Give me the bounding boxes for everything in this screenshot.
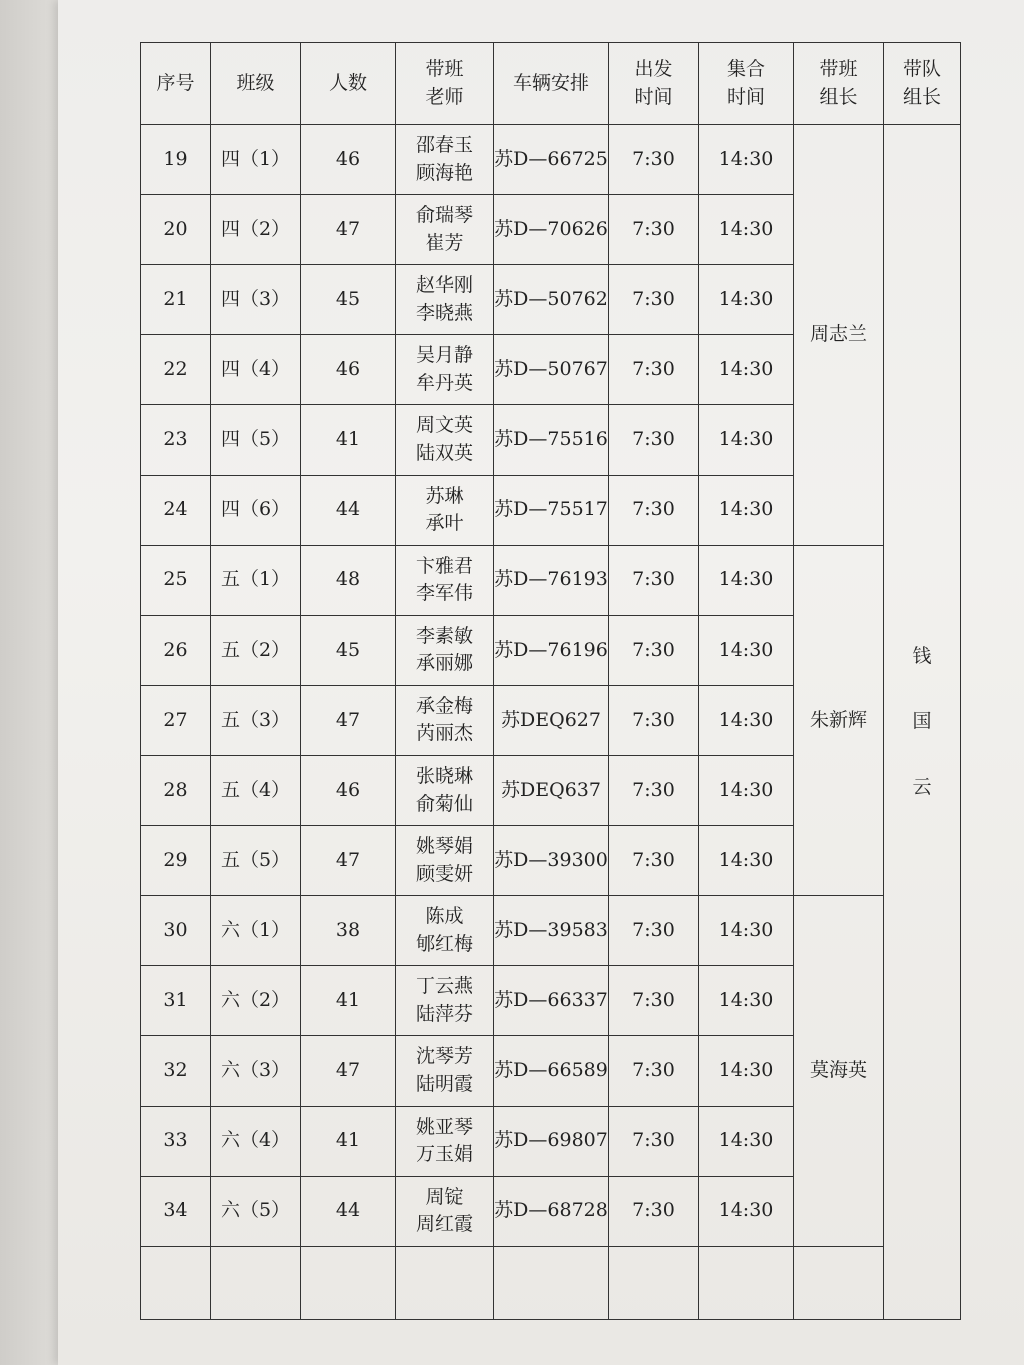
teacher-cell [396, 475, 494, 545]
header-depart: 出发 时间 [609, 43, 699, 125]
team-captain-char: 钱 [912, 644, 932, 667]
vehicle-cell: 苏D—76196 [494, 615, 609, 685]
vehicle-cell: 苏D—70626 [494, 195, 609, 265]
seq-cell: 28 [141, 755, 211, 825]
depart-time-cell: 7:30 [609, 545, 699, 615]
count-cell: 45 [301, 615, 396, 685]
gather-time-cell: 14:30 [699, 545, 794, 615]
depart-time-cell: 7:30 [609, 475, 699, 545]
class-cell: 六（3） [211, 1036, 301, 1106]
depart-time-cell: 7:30 [609, 755, 699, 825]
table-body [141, 125, 961, 1320]
depart-time-cell: 7:30 [609, 826, 699, 896]
count-cell: 47 [301, 826, 396, 896]
teacher-cell [396, 966, 494, 1036]
teacher-name: 顾海艳 [415, 161, 473, 184]
gather-time-cell: 14:30 [699, 195, 794, 265]
teacher-name: 陆明霞 [415, 1072, 473, 1095]
gather-time-cell: 14:30 [699, 966, 794, 1036]
seq-cell: 20 [141, 195, 211, 265]
gather-time-cell: 14:30 [699, 265, 794, 335]
teacher-cell [396, 755, 494, 825]
depart-time-cell: 7:30 [609, 1176, 699, 1246]
teacher-cell [396, 1106, 494, 1176]
teacher-name: 邵春玉 [415, 134, 473, 156]
gather-time-cell: 14:30 [699, 685, 794, 755]
depart-time-cell: 7:30 [609, 685, 699, 755]
vehicle-cell: 苏D—75517 [494, 475, 609, 545]
teacher-name: 李晓燕 [415, 301, 473, 324]
seq-cell: 32 [141, 1036, 211, 1106]
teacher-name: 李军伟 [415, 582, 473, 605]
class-cell: 五（3） [211, 685, 301, 755]
teacher-name: 卞雅君 [415, 554, 473, 577]
count-cell: 45 [301, 265, 396, 335]
count-cell: 48 [301, 545, 396, 615]
group-leader-cell: 朱新辉 [794, 545, 884, 896]
teacher-cell [396, 1176, 494, 1246]
teacher-name: 俞瑞琴 [415, 204, 473, 227]
class-cell: 五（4） [211, 755, 301, 825]
depart-time-cell: 7:30 [609, 966, 699, 1036]
seq-cell: 34 [141, 1176, 211, 1246]
seq-cell: 33 [141, 1106, 211, 1176]
teacher-name: 沈琴芳 [415, 1045, 473, 1068]
vehicle-cell: 苏D—68728 [494, 1176, 609, 1246]
depart-time-cell: 7:30 [609, 265, 699, 335]
class-cell: 四（6） [211, 475, 301, 545]
gather-time-cell: 14:30 [699, 826, 794, 896]
vehicle-cell: 苏D—75516 [494, 405, 609, 475]
table-row [141, 125, 961, 195]
teacher-name: 承丽娜 [415, 652, 473, 675]
class-cell: 六（2） [211, 966, 301, 1036]
vehicle-cell: 苏D—50767 [494, 335, 609, 405]
gather-time-cell: 14:30 [699, 896, 794, 966]
gather-time-cell: 14:30 [699, 1036, 794, 1106]
teacher-cell [396, 896, 494, 966]
depart-time-cell: 7:30 [609, 1036, 699, 1106]
vehicle-cell: 苏D—39583 [494, 896, 609, 966]
count-cell: 46 [301, 335, 396, 405]
depart-time-cell: 7:30 [609, 125, 699, 195]
teacher-name: 姚琴娟 [415, 835, 473, 858]
class-cell: 五（2） [211, 615, 301, 685]
teacher-name: 周文英 [415, 414, 473, 437]
teacher-name: 崔芳 [425, 231, 464, 254]
seq-cell: 27 [141, 685, 211, 755]
class-assignment-table [140, 42, 961, 1320]
empty-row [141, 1246, 961, 1319]
teacher-cell [396, 405, 494, 475]
header-seq: 序号 [141, 43, 211, 125]
empty-cell [301, 1246, 396, 1319]
gather-time-cell: 14:30 [699, 335, 794, 405]
table-row [141, 896, 961, 966]
class-cell: 四（5） [211, 405, 301, 475]
gather-time-cell: 14:30 [699, 1176, 794, 1246]
class-cell: 六（5） [211, 1176, 301, 1246]
teacher-cell [396, 335, 494, 405]
teacher-name: 芮丽杰 [415, 722, 473, 745]
depart-time-cell: 7:30 [609, 896, 699, 966]
teacher-cell [396, 826, 494, 896]
empty-cell [141, 1246, 211, 1319]
teacher-name: 周锭 [425, 1185, 464, 1208]
count-cell: 41 [301, 405, 396, 475]
empty-cell [699, 1246, 794, 1319]
class-cell: 四（1） [211, 125, 301, 195]
teacher-name: 俞菊仙 [415, 792, 473, 815]
teacher-name: 李素敏 [415, 624, 473, 647]
team-captain-cell [884, 125, 961, 1320]
teacher-name: 吴月静 [415, 344, 473, 367]
teacher-cell [396, 265, 494, 335]
teacher-name: 承叶 [425, 512, 464, 535]
class-cell: 五（5） [211, 826, 301, 896]
seq-cell: 22 [141, 335, 211, 405]
teacher-name: 万玉娟 [415, 1143, 473, 1166]
depart-time-cell: 7:30 [609, 335, 699, 405]
seq-cell: 25 [141, 545, 211, 615]
seq-cell: 30 [141, 896, 211, 966]
seq-cell: 31 [141, 966, 211, 1036]
empty-cell [794, 1246, 884, 1319]
gather-time-cell: 14:30 [699, 1106, 794, 1176]
header-team-captain: 带队 组长 [884, 43, 961, 125]
teacher-name: 姚亚琴 [415, 1115, 473, 1138]
class-cell: 四（4） [211, 335, 301, 405]
vehicle-cell: 苏D—66337 [494, 966, 609, 1036]
count-cell: 38 [301, 896, 396, 966]
seq-cell: 23 [141, 405, 211, 475]
count-cell: 47 [301, 685, 396, 755]
count-cell: 47 [301, 195, 396, 265]
seq-cell: 26 [141, 615, 211, 685]
teacher-cell [396, 615, 494, 685]
teacher-name: 陈成 [425, 905, 464, 928]
teacher-name: 陆萍芬 [415, 1002, 473, 1025]
header-vehicle: 车辆安排 [494, 43, 609, 125]
vehicle-cell: 苏D—50762 [494, 265, 609, 335]
seq-cell: 19 [141, 125, 211, 195]
teacher-cell [396, 125, 494, 195]
table-row [141, 545, 961, 615]
teacher-name: 张晓琳 [415, 764, 473, 787]
gather-time-cell: 14:30 [699, 615, 794, 685]
header-count: 人数 [301, 43, 396, 125]
teacher-name: 陆双英 [415, 441, 473, 464]
teacher-name: 周红霞 [415, 1213, 473, 1236]
count-cell: 46 [301, 125, 396, 195]
vehicle-cell: 苏D—66725 [494, 125, 609, 195]
team-captain-char: 云 [912, 775, 932, 798]
class-cell: 五（1） [211, 545, 301, 615]
empty-cell [211, 1246, 301, 1319]
vehicle-cell: 苏D—66589 [494, 1036, 609, 1106]
class-cell: 四（3） [211, 265, 301, 335]
teacher-cell [396, 195, 494, 265]
count-cell: 41 [301, 1106, 396, 1176]
gather-time-cell: 14:30 [699, 755, 794, 825]
header-gather: 集合 时间 [699, 43, 794, 125]
vehicle-cell: 苏DEQ637 [494, 755, 609, 825]
seq-cell: 29 [141, 826, 211, 896]
depart-time-cell: 7:30 [609, 405, 699, 475]
header-class: 班级 [211, 43, 301, 125]
empty-cell [396, 1246, 494, 1319]
teacher-name: 赵华刚 [415, 274, 473, 297]
class-cell: 六（1） [211, 896, 301, 966]
teacher-name: 牟丹英 [415, 371, 473, 394]
count-cell: 44 [301, 1176, 396, 1246]
teacher-name: 丁云燕 [415, 975, 473, 998]
group-leader-cell: 莫海英 [794, 896, 884, 1247]
count-cell: 44 [301, 475, 396, 545]
count-cell: 47 [301, 1036, 396, 1106]
teacher-name: 承金梅 [415, 694, 473, 717]
group-leader-cell: 周志兰 [794, 125, 884, 546]
teacher-cell [396, 1036, 494, 1106]
depart-time-cell: 7:30 [609, 615, 699, 685]
team-captain-char: 国 [912, 710, 932, 733]
seq-cell: 21 [141, 265, 211, 335]
class-cell: 六（4） [211, 1106, 301, 1176]
vehicle-cell: 苏D—39300 [494, 826, 609, 896]
teacher-cell [396, 685, 494, 755]
page-edge-background [0, 0, 58, 1365]
teacher-name: 郇红梅 [415, 932, 473, 955]
vehicle-cell: 苏D—76193 [494, 545, 609, 615]
teacher-name: 苏琳 [425, 484, 464, 507]
vehicle-cell: 苏DEQ627 [494, 685, 609, 755]
seq-cell: 24 [141, 475, 211, 545]
class-cell: 四（2） [211, 195, 301, 265]
header-teacher: 带班 老师 [396, 43, 494, 125]
count-cell: 46 [301, 755, 396, 825]
vehicle-cell: 苏D—69807 [494, 1106, 609, 1176]
depart-time-cell: 7:30 [609, 195, 699, 265]
empty-cell [609, 1246, 699, 1319]
header-row [141, 43, 961, 125]
gather-time-cell: 14:30 [699, 405, 794, 475]
gather-time-cell: 14:30 [699, 475, 794, 545]
depart-time-cell: 7:30 [609, 1106, 699, 1176]
gather-time-cell: 14:30 [699, 125, 794, 195]
empty-cell [494, 1246, 609, 1319]
count-cell: 41 [301, 966, 396, 1036]
teacher-cell [396, 545, 494, 615]
teacher-name: 顾雯妍 [415, 862, 473, 885]
header-group-leader: 带班 组长 [794, 43, 884, 125]
